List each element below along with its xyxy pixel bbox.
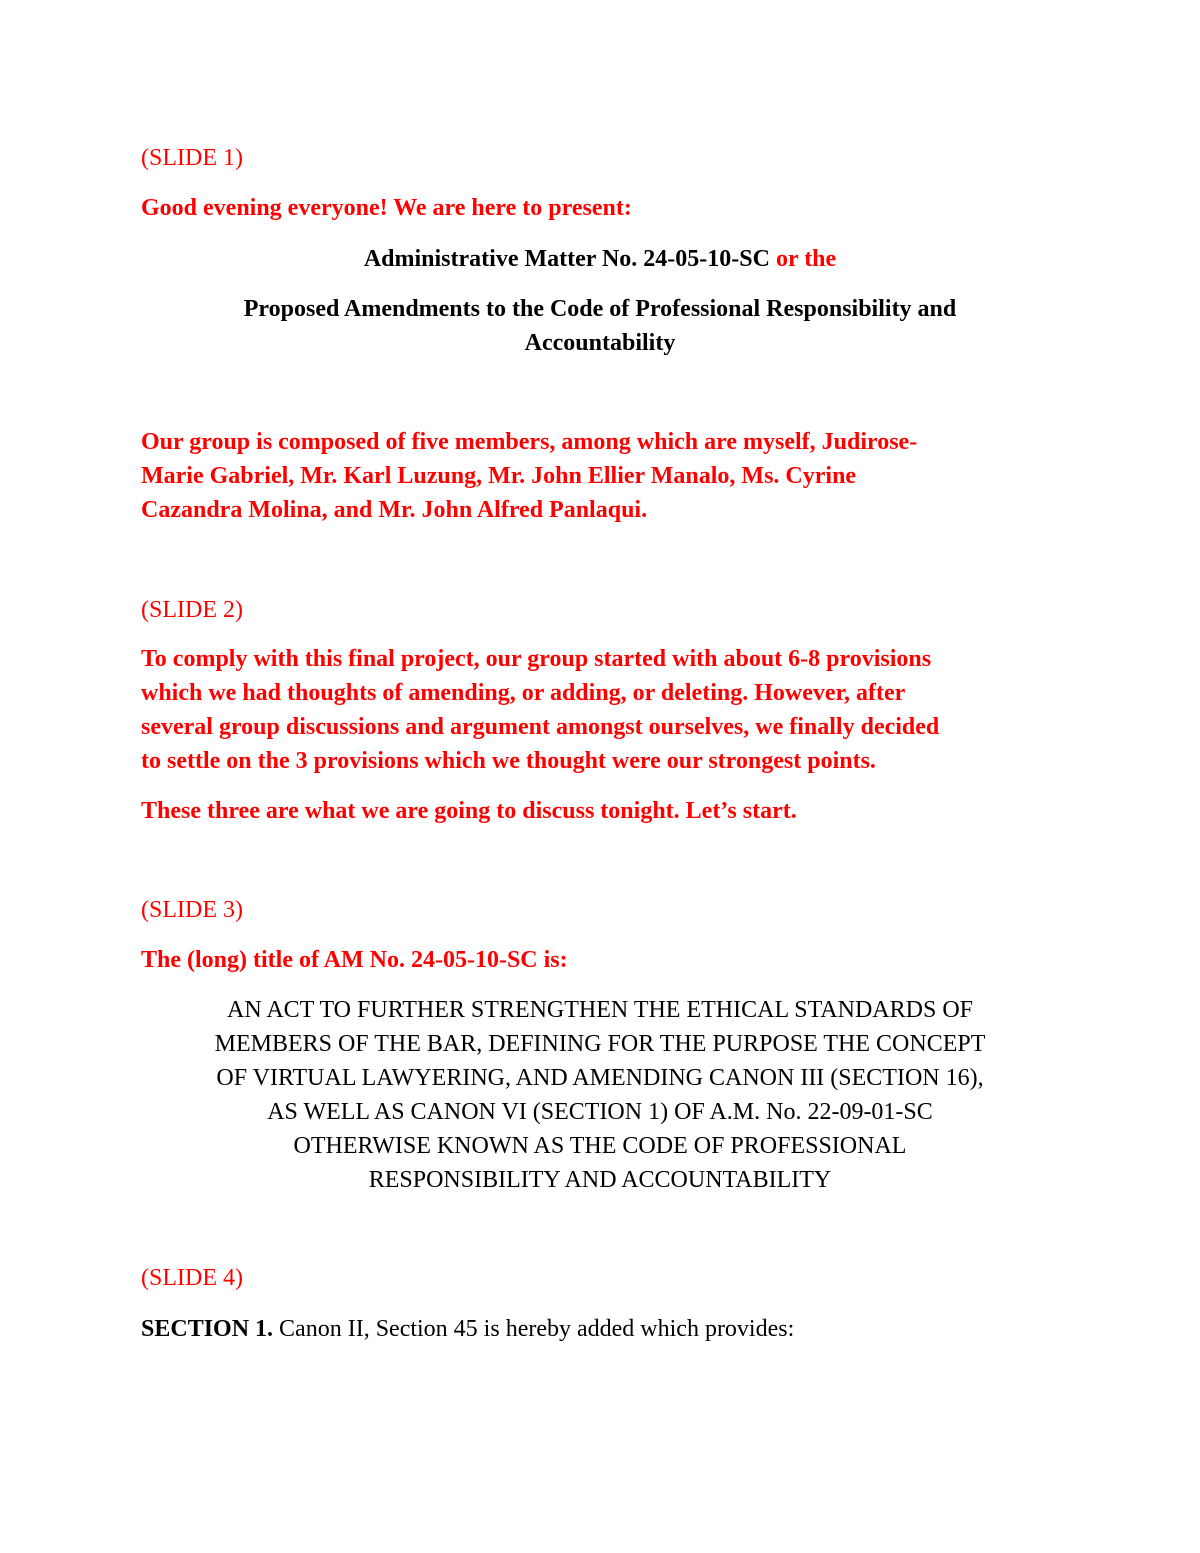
group-members-line-1: Our group is composed of five members, among which are myself, Judirose- — [141, 429, 918, 455]
long-title-intro: The (long) title of AM No. 24-05-10-SC is: — [141, 947, 568, 973]
group-members-line-2: Marie Gabriel, Mr. Karl Luzung, Mr. John Ellier Manalo, Ms. Cyrine — [141, 463, 857, 489]
slide-2-para-line-2: which we had thoughts of amending, or adding, or deleting. However, after — [141, 680, 906, 706]
long-title-line: OTHERWISE KNOWN AS THE CODE OF PROFESSIONAL — [293, 1133, 907, 1159]
slide-1-marker: (SLIDE 1) — [141, 145, 243, 171]
admin-matter-number: Administrative Matter No. 24-05-10-SC — [363, 246, 770, 272]
long-title-line: OF VIRTUAL LAWYERING, AND AMENDING CANON III (SECTION 16), — [216, 1065, 984, 1091]
section-1-label: SECTION 1. — [141, 1316, 274, 1342]
long-title-line: RESPONSIBILITY AND ACCOUNTABILITY — [368, 1167, 832, 1193]
section-1-paragraph — [141, 1312, 1059, 1346]
slide-3-marker: (SLIDE 3) — [141, 897, 243, 923]
proposed-amendments-line-1: Proposed Amendments to the Code of Professional Responsibility and — [243, 296, 957, 322]
group-members-line-3: Cazandra Molina, and Mr. John Alfred Panlaqui. — [141, 497, 648, 523]
slide-2-marker: (SLIDE 2) — [141, 597, 243, 623]
slide-2-para-line-4: to settle on the 3 provisions which we thought were our strongest points. — [141, 748, 876, 774]
long-title-line: AS WELL AS CANON VI (SECTION 1) OF A.M. No. 22-09-01-SC — [267, 1099, 933, 1125]
slide-2-para-line-1: To comply with this final project, our group started with about 6-8 provisions — [141, 646, 932, 672]
slide-2-closing: These three are what we are going to discuss tonight. Let’s start. — [141, 798, 797, 824]
long-title-line: AN ACT TO FURTHER STRENGTHEN THE ETHICAL STANDARDS OF — [226, 997, 973, 1023]
slide-2-para-line-3: several group discussions and argument amongst ourselves, we finally decided — [141, 714, 940, 740]
proposed-amendments-line-2: Accountability — [524, 330, 676, 356]
greeting-text: Good evening everyone! We are here to present: — [141, 195, 632, 221]
long-title-line: MEMBERS OF THE BAR, DEFINING FOR THE PURPOSE THE CONCEPT — [214, 1031, 986, 1057]
admin-matter-heading — [141, 242, 1059, 276]
or-the-text: or the — [769, 246, 837, 272]
section-1-text: Canon II, Section 45 is hereby added which provides: — [273, 1316, 795, 1342]
slide-4-marker: (SLIDE 4) — [141, 1265, 243, 1291]
long-title-block — [141, 993, 1059, 1197]
